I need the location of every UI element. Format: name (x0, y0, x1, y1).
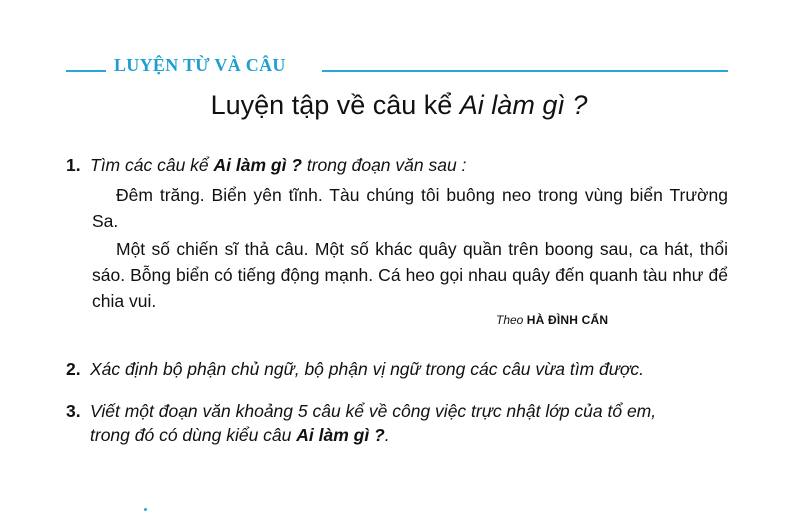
section-header (66, 55, 728, 81)
question-1 (66, 153, 466, 177)
decorative-dot (144, 508, 147, 511)
header-rule-right (322, 70, 728, 72)
question-3-number: 3. (66, 401, 81, 421)
question-2-number: 2. (66, 359, 81, 379)
question-2-text: Xác định bộ phận chủ ngữ, bộ phận vị ngữ trong các câu vừa tìm được. (90, 359, 645, 379)
passage-paragraph-1-text: Đêm trăng. Biển yên tĩnh. Tàu chúng tôi buông neo trong vùng biển Trường Sa. (92, 185, 728, 231)
question-2 (66, 357, 644, 381)
title-text: Luyện tập về câu kể (210, 90, 460, 120)
question-1-text-before: Tìm các câu kể (90, 155, 214, 175)
question-1-text-after: trong đoạn văn sau : (302, 155, 467, 175)
question-1-number: 1. (66, 155, 81, 175)
question-3-line-2 (66, 423, 736, 447)
title-italic-text: Ai làm gì ? (459, 90, 588, 120)
passage-paragraph-1 (92, 182, 728, 234)
lesson-title (0, 90, 798, 121)
question-3-line-1: Viết một đoạn văn khoảng 5 câu kể về công việc trực nhật lớp của tổ em, (90, 401, 657, 421)
question-3-bold: Ai làm gì ? (296, 425, 385, 445)
source-citation (496, 313, 608, 327)
header-rule-left (66, 70, 106, 72)
question-3-line-2-before: trong đó có dùng kiểu câu (90, 425, 297, 445)
source-author: HÀ ĐÌNH CẨN (526, 313, 609, 327)
question-3-line-2-after: . (384, 425, 390, 445)
question-1-bold: Ai làm gì ? (213, 155, 302, 175)
section-label: LUYỆN TỪ VÀ CÂU (114, 55, 286, 75)
passage-paragraph-2-text: Một số chiến sĩ thả câu. Một số khác quây quần trên boong sau, ca hát, thổi sáo. Bỗng biển có tiếng động mạnh. Cá heo gọi nhau quây đến quanh tàu như để chia vui. (92, 239, 728, 311)
passage-paragraph-2 (92, 236, 728, 314)
source-theo: Theo (496, 313, 524, 327)
question-3 (66, 399, 736, 447)
